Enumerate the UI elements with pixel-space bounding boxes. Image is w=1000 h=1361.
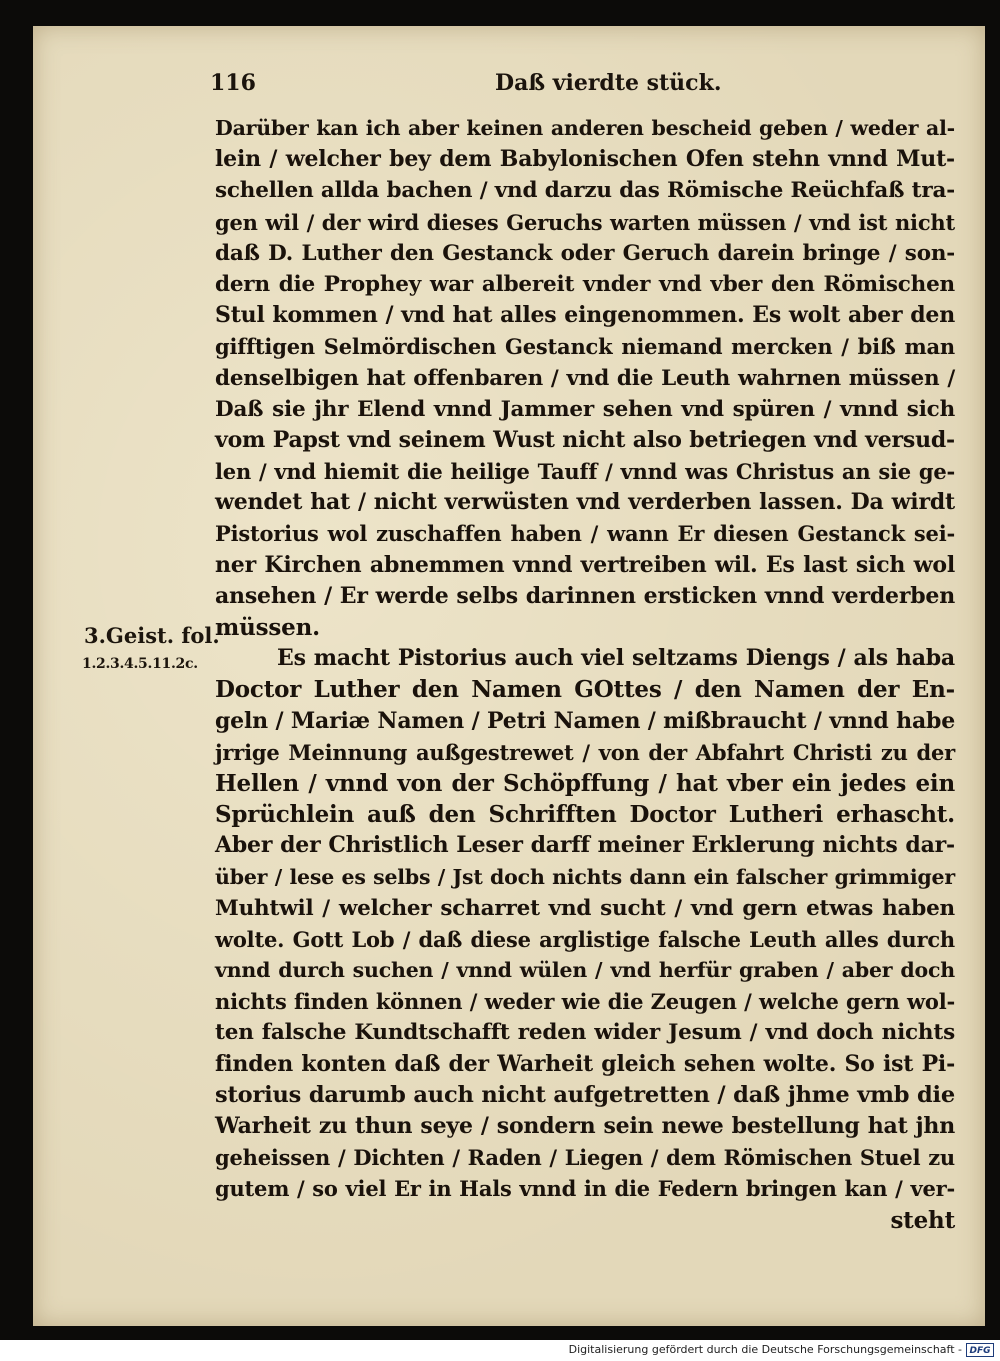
text-line: ner Kirchen abnemmen vnnd vertreiben wil. Es last sich wol [215, 551, 955, 578]
text-line: Aber der Christlich Leser darff meiner Erklerung nichts dar- [215, 832, 955, 859]
text-line: geheissen / Dichten / Raden / Liegen / dem Römischen Stuel zu [215, 1145, 955, 1171]
margin-note-reference: 3.Geist. fol. [84, 623, 220, 648]
catchword: steht [890, 1206, 955, 1234]
text-line: wolte. Gott Lob / daß diese arglistige falsche Leuth alles durch [215, 926, 955, 952]
footer-credit: Digitalisierung gefördert durch die Deutsche Forschungsgemeinschaft - [568, 1343, 962, 1356]
margin-note-folios: 1.2.3.4.5.11.2c. [82, 656, 198, 672]
dfg-logo: DFG [966, 1343, 994, 1357]
text-line: jrrige Meinnung außgestrewet / von der Abfahrt Christi zu der [215, 739, 955, 765]
text-line: Hellen / vnnd von der Schöpffung / hat vber ein jedes ein [215, 769, 955, 797]
text-line: geln / Mariæ Namen / Petri Namen / mißbraucht / vnnd habe [215, 707, 955, 734]
text-line: Stul kommen / vnd hat alles eingenommen. Es wolt aber den [215, 302, 955, 329]
text-line: Pistorius wol zuschaffen haben / wann Er diesen Gestanck sei- [215, 521, 955, 547]
running-head: Daß vierdte stück. [495, 70, 722, 96]
text-line: Daß sie jhr Elend vnnd Jammer sehen vnd spüren / vnnd sich [215, 396, 955, 422]
text-line: dern die Prophey war albereit vnder vnd vber den Römischen [215, 271, 955, 297]
text-line: len / vnd hiemit die heilige Tauff / vnnd was Christus an sie ge- [215, 459, 955, 485]
text-line: nichts finden können / weder wie die Zeugen / welche gern wol- [215, 989, 955, 1015]
text-line: vom Papst vnd seinem Wust nicht also betriegen vnd versud- [215, 426, 955, 453]
text-line: Muhtwil / welcher scharret vnd sucht / vnd gern etwas haben [215, 895, 955, 921]
text-line: finden konten daß der Warheit gleich sehen wolte. So ist Pi- [215, 1050, 955, 1077]
page-number: 116 [210, 70, 256, 96]
text-line: lein / welcher bey dem Babylonischen Ofen stehn vnnd Mut- [215, 146, 955, 173]
text-line: ten falsche Kundtschafft reden wider Jesum / vnd doch nichts [215, 1020, 955, 1046]
text-line: ansehen / Er werde selbs darinnen ersticken vnnd verderben [215, 582, 955, 609]
text-line: Sprüchlein auß den Schrifften Doctor Lutheri erhascht. [215, 801, 955, 829]
digitization-footer [0, 1340, 1000, 1361]
text-line: storius darumb auch nicht aufgetretten / daß jhme vmb die [215, 1081, 955, 1108]
text-line: vnnd durch suchen / vnnd wülen / vnd herfür graben / aber doch [215, 958, 955, 983]
text-line: Es macht Pistorius auch viel seltzams Diengs / als haba [277, 645, 955, 672]
text-line: Doctor Luther den Namen GOttes / den Namen der En- [215, 676, 955, 704]
text-line: daß D. Luther den Gestanck oder Geruch darein bringe / son- [215, 240, 955, 266]
text-line: über / lese es selbs / Jst doch nichts dann ein falscher grimmiger [215, 864, 955, 889]
text-line: Darüber kan ich aber keinen anderen bescheid geben / weder al- [215, 116, 955, 140]
text-line: schellen allda bachen / vnd darzu das Römische Reüchfaß tra- [215, 178, 955, 204]
text-line: müssen. [215, 614, 320, 641]
text-line: denselbigen hat offenbaren / vnd die Leuth wahrnen müssen / [215, 365, 955, 391]
text-line: Warheit zu thun seye / sondern sein newe bestellung hat jhn [215, 1113, 955, 1139]
text-line: gifftigen Selmördischen Gestanck niemand mercken / biß man [215, 334, 955, 360]
body-text [215, 113, 955, 1236]
text-line: wendet hat / nicht verwüsten vnd verderben lassen. Da wirdt [215, 489, 955, 516]
text-line: gutem / so viel Er in Hals vnnd in die Federn bringen kan / ver- [215, 1176, 955, 1202]
text-line: gen wil / der wird dieses Geruchs warten müssen / vnd ist nicht [215, 209, 955, 235]
